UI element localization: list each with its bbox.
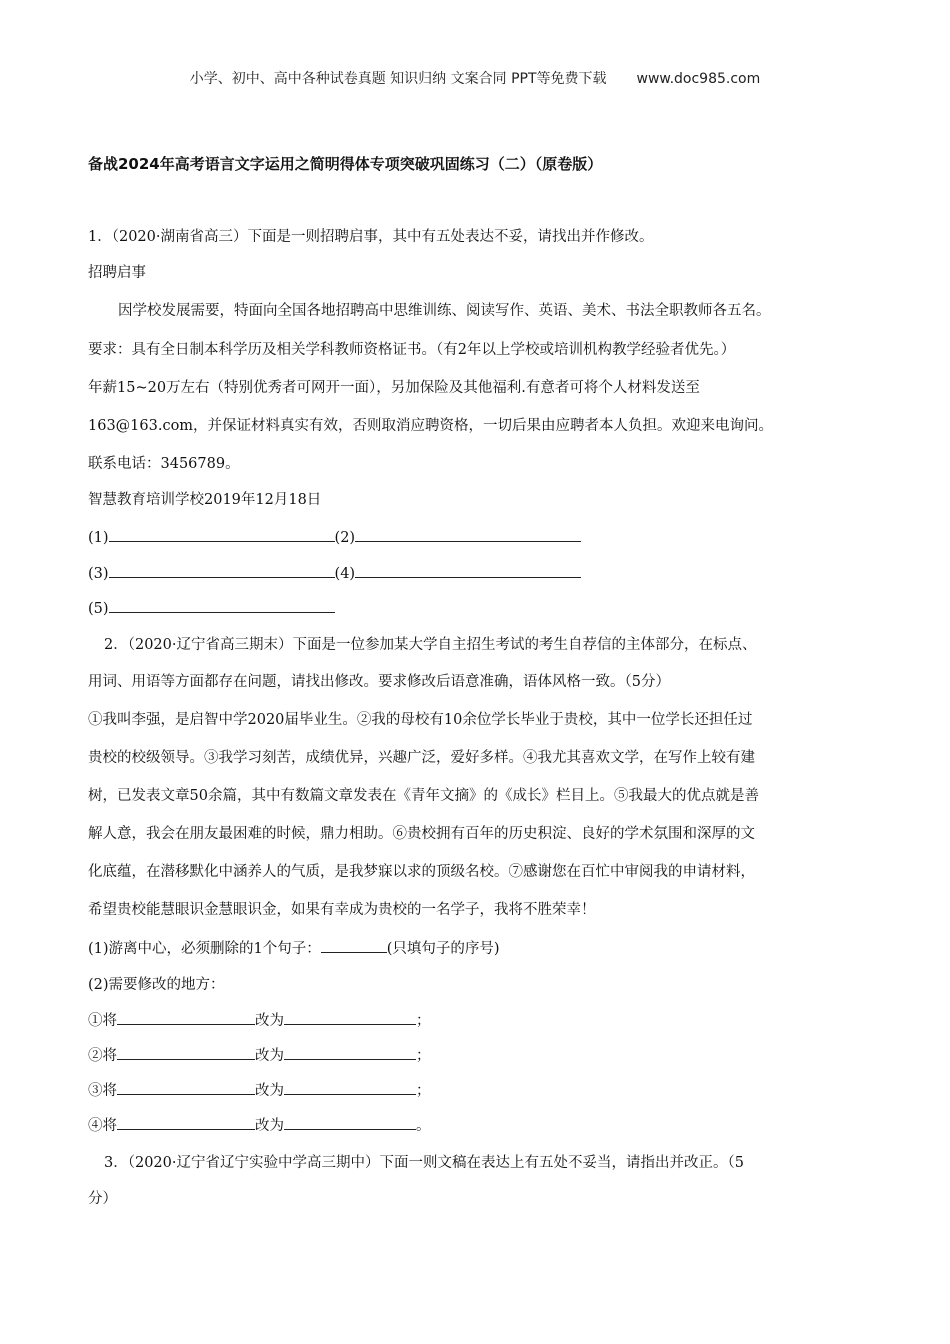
answer-blank-3[interactable] bbox=[109, 563, 335, 578]
q1-line: 年薪15~20万左右（特别优秀者可网开一面），另加保险及其他福利.有意者可将个人材料发送至 bbox=[88, 380, 700, 396]
answer-label: (1) bbox=[88, 530, 109, 546]
edit-from-blank[interactable] bbox=[117, 1080, 255, 1095]
answer-label: (5) bbox=[88, 601, 109, 617]
answer-blank-1[interactable] bbox=[109, 527, 335, 542]
edit-to-blank[interactable] bbox=[284, 1045, 416, 1060]
q3-intro: 3．（2020·辽宁省辽宁实验中学高三期中）下面一则文稿在表达上有五处不妥当，请指出并改正。（5 bbox=[104, 1155, 744, 1171]
edit-to-blank[interactable] bbox=[284, 1010, 416, 1025]
edit-mid: 改为 bbox=[255, 1083, 284, 1099]
q2-edit-row bbox=[88, 1045, 431, 1066]
q2-passage-line: 化底蕴，在潜移默化中涵养人的气质，是我梦寐以求的顶级名校。⑦感谢您在百忙中审阅我的申请材料， bbox=[88, 864, 755, 880]
q2-edit-row bbox=[88, 1080, 431, 1101]
edit-num: ④将 bbox=[88, 1118, 117, 1134]
q1-answer-row bbox=[88, 563, 581, 584]
answer-blank-4[interactable] bbox=[355, 563, 581, 578]
q2-intro: 用词、用语等方面都存在问题，请找出修改。要求修改后语意准确，语体风格一致。（5分） bbox=[88, 674, 670, 690]
header-text: 小学、初中、高中各种试卷真题 知识归纳 文案合同 PPT等免费下载 bbox=[189, 71, 607, 87]
q2-passage-line: ①我叫李强，是启智中学2020届毕业生。②我的母校有10余位学长毕业于贵校，其中一位学长还担任过 bbox=[88, 712, 753, 728]
edit-from-blank[interactable] bbox=[117, 1010, 255, 1025]
edit-num: ②将 bbox=[88, 1048, 117, 1064]
q2-passage-line: 希望贵校能慧眼识金慧眼识金，如果有幸成为贵校的一名学子，我将不胜荣幸！ bbox=[88, 902, 596, 918]
q2-intro: 2．（2020·辽宁省高三期末）下面是一位参加某大学自主招生考试的考生自荐信的主体部分，在标点、 bbox=[104, 637, 757, 653]
edit-num: ①将 bbox=[88, 1013, 117, 1029]
edit-mid: 改为 bbox=[255, 1048, 284, 1064]
q1-heading: 招聘启事 bbox=[88, 265, 146, 281]
q2-edit-row bbox=[88, 1010, 431, 1031]
edit-end: ； bbox=[416, 1048, 431, 1064]
q1-signature: 智慧教育培训学校2019年12月18日 bbox=[88, 492, 322, 508]
q2-sub1-prefix: (1)游离中心，必须删除的1个句子： bbox=[88, 941, 321, 957]
edit-mid: 改为 bbox=[255, 1013, 284, 1029]
edit-from-blank[interactable] bbox=[117, 1115, 255, 1130]
q1-line: 因学校发展需要，特面向全国各地招聘高中思维训练、阅读写作、英语、美术、书法全职教师各五名。 bbox=[118, 303, 771, 319]
answer-label: (2) bbox=[334, 530, 356, 546]
q1-line: 联系电话：3456789。 bbox=[88, 456, 240, 472]
q1-answer-row bbox=[88, 527, 581, 548]
answer-blank-5[interactable] bbox=[109, 598, 335, 613]
q2-sub1 bbox=[88, 938, 500, 959]
edit-end: ； bbox=[416, 1083, 431, 1099]
q1-answer-row bbox=[88, 598, 335, 619]
q2-sub1-blank[interactable] bbox=[321, 938, 387, 953]
header-url[interactable]: www.doc985.com bbox=[636, 71, 761, 87]
page-header bbox=[0, 68, 950, 88]
q2-passage-line: 贵校的校级领导。③我学习刻苦，成绩优异，兴趣广泛，爱好多样。④我尤其喜欢文学，在写作上较有建 bbox=[88, 750, 755, 766]
q3-intro: 分） bbox=[88, 1191, 117, 1207]
edit-mid: 改为 bbox=[255, 1118, 284, 1134]
q1-line: 要求：具有全日制本科学历及相关学科教师资格证书。（有2年以上学校或培训机构教学经验者优先。） bbox=[88, 342, 736, 358]
q2-sub1-suffix: (只填句子的序号) bbox=[386, 941, 500, 957]
q2-passage-line: 解人意，我会在朋友最困难的时候，鼎力相助。⑥贵校拥有百年的历史积淀、良好的学术氛围和深厚的文 bbox=[88, 826, 755, 842]
edit-to-blank[interactable] bbox=[284, 1080, 416, 1095]
document-title: 备战2024年高考语言文字运用之简明得体专项突破巩固练习（二）（原卷版） bbox=[88, 155, 603, 173]
edit-from-blank[interactable] bbox=[117, 1045, 255, 1060]
q2-edit-row bbox=[88, 1115, 431, 1136]
q2-passage-line: 树，已发表文章50余篇，其中有数篇文章发表在《青年文摘》的《成长》栏目上。⑤我最大的优点就是善 bbox=[88, 788, 759, 804]
q1-intro: 1．（2020·湖南省高三）下面是一则招聘启事，其中有五处表达不妥，请找出并作修改。 bbox=[88, 229, 654, 245]
edit-num: ③将 bbox=[88, 1083, 117, 1099]
edit-to-blank[interactable] bbox=[284, 1115, 416, 1130]
answer-label: (3) bbox=[88, 566, 109, 582]
q1-line: 163@163.com，并保证材料真实有效，否则取消应聘资格，一切后果由应聘者本人负担。欢迎来电询问。 bbox=[88, 418, 774, 434]
answer-blank-2[interactable] bbox=[355, 527, 581, 542]
edit-end: ； bbox=[416, 1013, 431, 1029]
q2-sub2: (2)需要修改的地方： bbox=[88, 977, 225, 993]
answer-label: (4) bbox=[334, 566, 356, 582]
edit-end: 。 bbox=[416, 1118, 431, 1134]
